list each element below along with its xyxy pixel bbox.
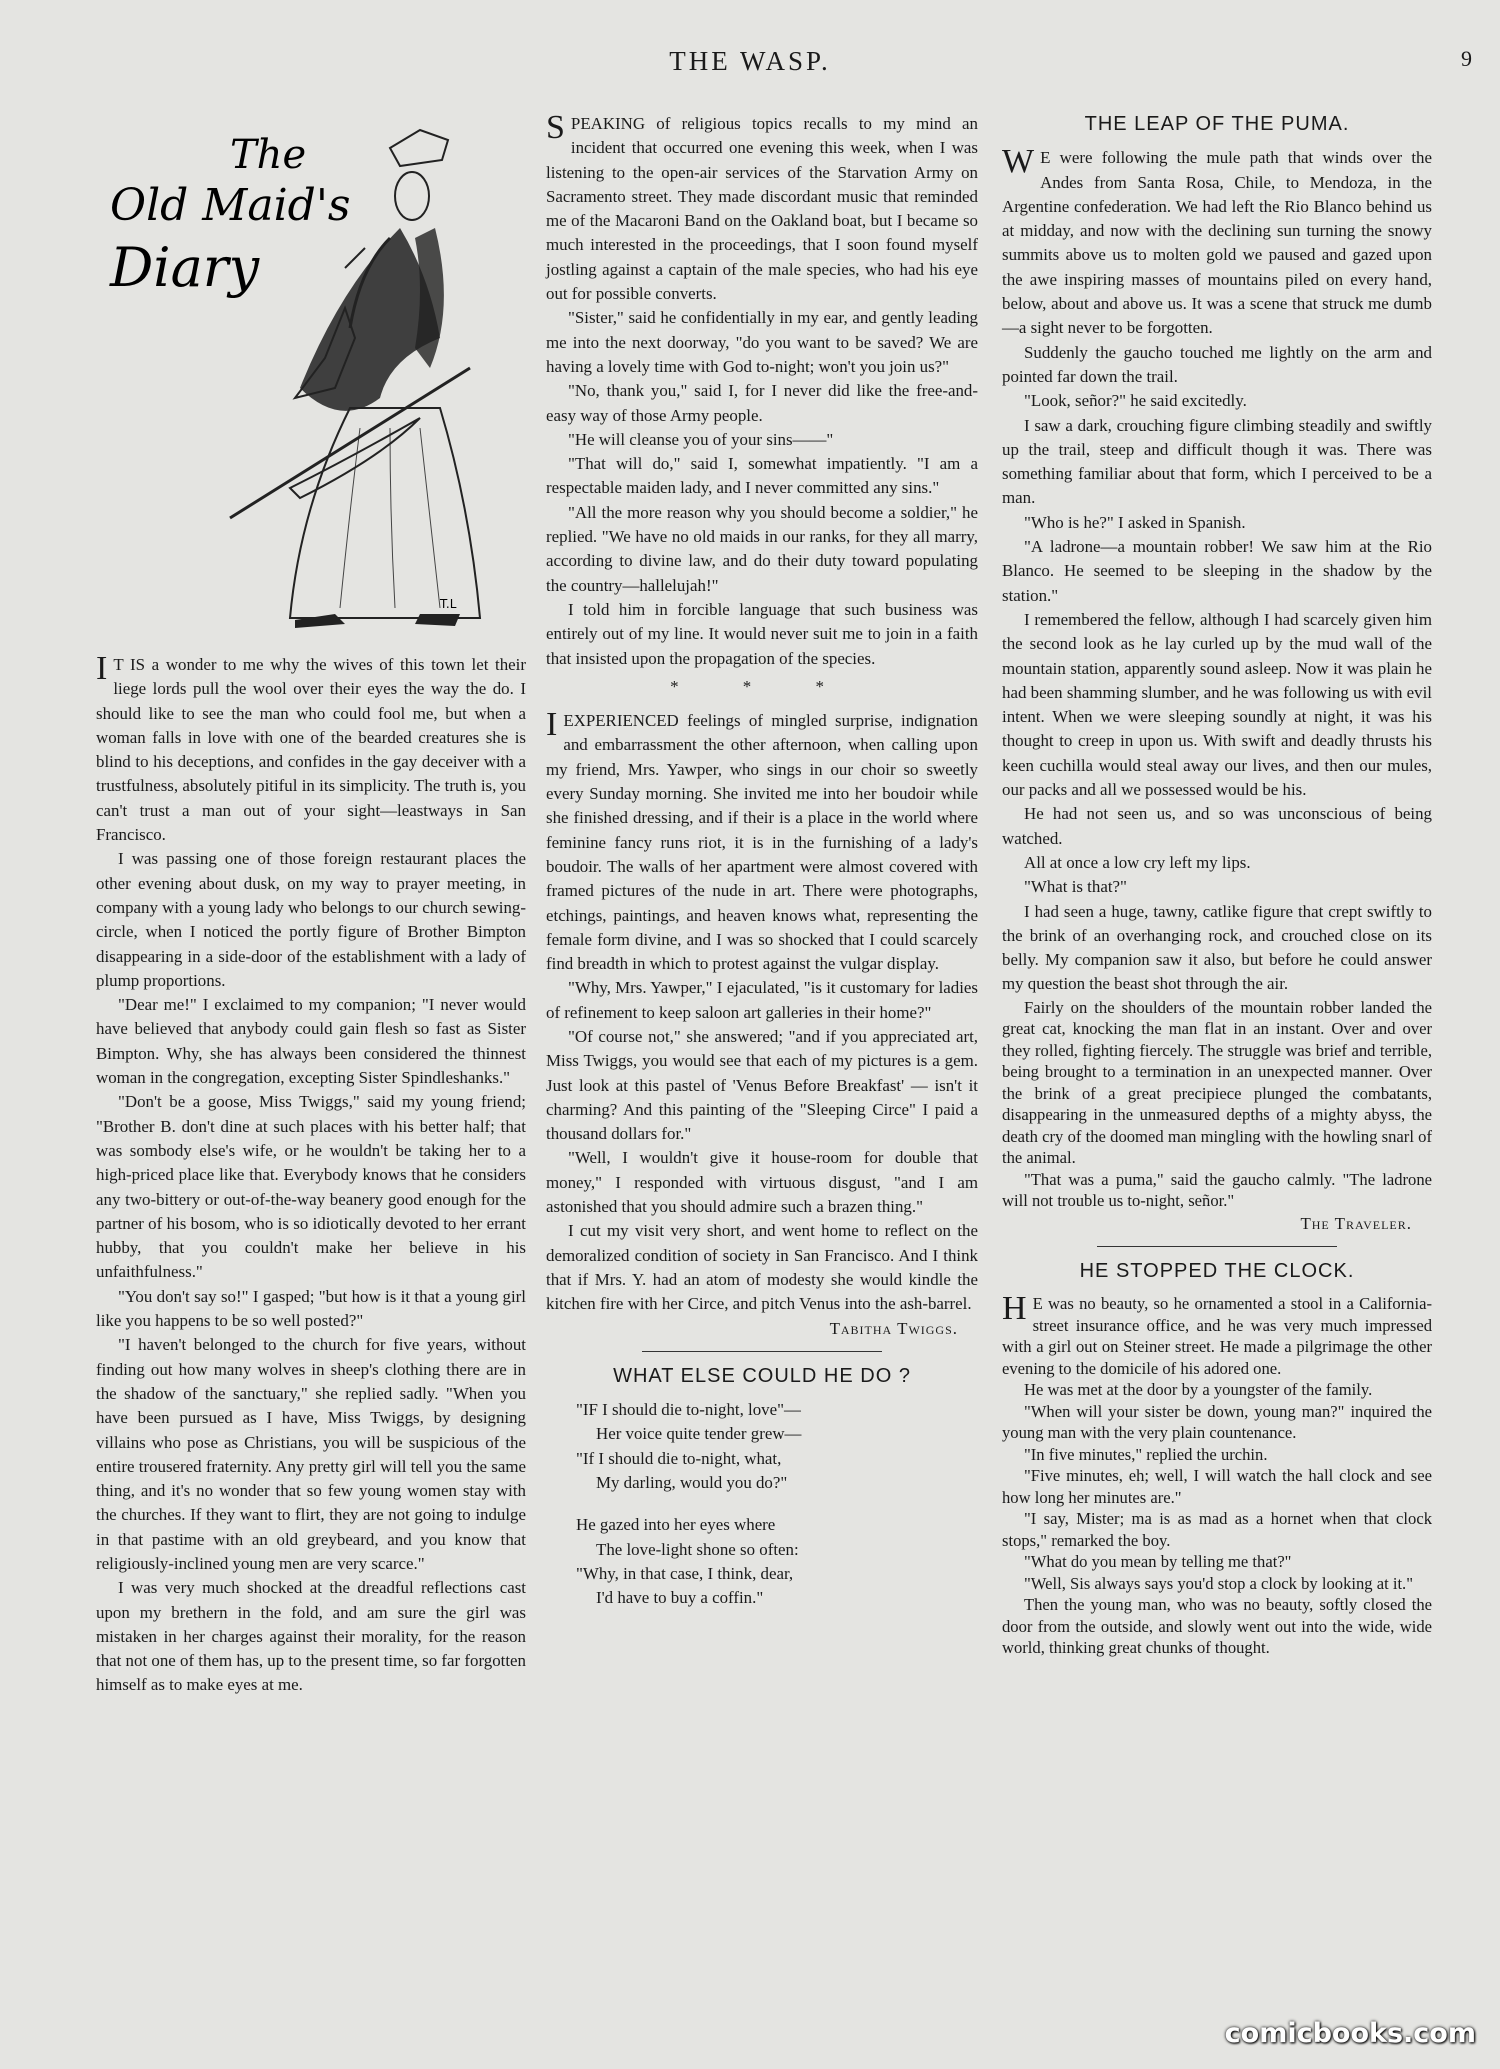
dropcap: S [546,109,565,146]
col1-paragraph: I was passing one of those foreign restaurant places the other evening about dusk, on my way to prayer meeting, in company with a young lady who belongs to our church sewing-circle, when I noticed the portly figure of Brother Bimpton disappearing in a side-door of the establishment with a lady of plump proportions. [96,849,526,990]
col3-paragraph: All at once a low cry left my lips. [1024,852,1251,872]
old-maid-illustration [90,108,520,648]
signature: The Traveler. [1300,1213,1412,1233]
col2-paragraph: "Well, I wouldn't give it house-room for double that money," I responded with virtuous disgust, "and I am astonished that you should admire such a brazen thing." [546,1148,978,1217]
col2-paragraph: SPEAKING of religious topics recalls to my mind an incident that occurred one evening this week, when I was listening to the open-air services of the Starvation Army on Sacramento street. They made discordant music that reminded me of the Macaroni Band on the Oakland boat, but I became so much interested in the proceedings, that I soon found myself jostling against a captain of the male species, who had his eye out for possible converts. [546,109,978,304]
col3-paragraph: "A ladrone—a mountain robber! We saw him at the Rio Blanco. He seemed to be sleeping in the shadow by the station." [1002,537,1432,605]
col3-paragraph: Then the young man, who was no beauty, softly closed the door from the outside, and slowly went out into the wide, wide world, thinking great chunks of thought. [1002,1595,1432,1658]
article-title: HE STOPPED THE CLOCK. [1079,1259,1355,1282]
poem-line: "IF I should die to-night, love"— [576,1400,801,1420]
col3-paragraph: W E were following the mule path that winds over the Andes from Santa Rosa, Chile, to Mendoza, in the Argentine confederation. We had left the Rio Blanco behind us at midday, and now with the declining sun turning the snowy summits above us to molten gold we paused and gazed upon the awe inspiring masses of mountains piled on every hand, below, about and above us. It was a scene that struck me dumb—a sight never to be forgotten. [1002,143,1432,338]
signature: Tabitha Twiggs. [829,1318,958,1338]
col3-paragraph: I had seen a huge, tawny, catlike figure that crept swiftly to the brink of an overhanging rock, and crouched close on its belly. My companion saw it also, but before he could answer my question the beast shot through the air. [1002,901,1432,994]
col3-paragraph: He was met at the door by a youngster of the family. [1024,1380,1373,1400]
col3-paragraph: "Who is he?" I asked in Spanish. [1024,512,1246,532]
col3-paragraph: "What is that?" [1024,877,1127,897]
col2-paragraph: "He will cleanse you of your sins——" [568,429,834,449]
col3-paragraph: "In five minutes," replied the urchin. [1024,1444,1268,1464]
col3-paragraph: Fairly on the shoulders of the mountain robber landed the great cat, knocking the man flat in an instant. Over and over they rolled, fighting fiercely. The struggle was brief and terrible, being brought to a termination in an unexpected manner. Over the brink of a great precipiece plunged the combatants, disappearing in the unmeasured depths of a mighty abyss, the death cry of the doomed man mingling with the howling snarl of the animal. [1002,997,1432,1168]
poem-line: "Why, in that case, I think, dear, [576,1563,794,1583]
dropcap: I [546,706,558,744]
col2-paragraph: I told him in forcible language that such business was entirely out of my line. It would never suit me to join in a faith that insisted upon the propagation of the species. [546,599,978,668]
divider [1097,1246,1337,1247]
col1-paragraph: "Don't be a goose, Miss Twiggs," said my young friend; "Brother B. don't dine at such places with his better half; that was sombody else's wife, or he wouldn't be taking her to a high-priced place like that. Everybody knows that he considers any two-bittery or out-of-the-way beanery good enough for the partner of his bosom, who is so idiotically devoted to her errant hubby, that you couldn't make her believe in his unfaithfulness." [96,1092,526,1282]
poem-title: WHAT ELSE COULD HE DO ? [613,1364,911,1387]
poem-line: My darling, would you do?" [596,1473,788,1493]
col3-paragraph: "Five minutes, eh; well, I will watch the hall clock and see how long her minutes are." [1002,1466,1432,1507]
col2-paragraph: "Sister," said he confidentially in my ear, and gently leading me into the next doorway, "do you want to be saved? We are having a lovely time with God to-night; won't you join us?" [546,308,978,376]
col3-paragraph: I remembered the fellow, although I had scarcely given him the second look as he lay curled up by the mud wall of the mountain station, apparently sound asleep. Now it was plain he had been shamming slumber, and he was following us with evil intent. When we were sleeping soundly at night, it was his thought to creep in upon us. With swift and deadly thrusts his keen cuchilla would steal away our lives, and then our mules, our packs and all we possessed would be his. [1002,609,1432,800]
col2-paragraph: I cut my visit very short, and went home to reflect on the demoralized condition of society in San Francisco. And I think that if Mrs. Y. had an atom of modesty she would kindle the kitchen fire with her Circe, and pitch Venus into the ash-barrel. [546,1221,978,1314]
watermark: comicbooks.com [1224,2018,1476,2049]
col3-paragraph: "I say, Mister; ma is as mad as a hornet when that clock stops," remarked the boy. [1002,1509,1432,1550]
poem-line: He gazed into her eyes where [576,1515,776,1535]
col1-paragraph: I was very much shocked at the dreadful reflections cast upon my brethern in the fold, and am sure the girl was mistaken in her charges against their morality, for the reason that not one of them has, up to the present time, so far forgotten himself as to make eyes at me. [96,1578,526,1695]
old-maid-drawing [90,108,520,648]
section-stars: * * * [670,676,854,696]
poem [576,1398,978,1610]
illustration-title-1: The [230,132,307,178]
column-1 [96,650,526,1698]
dropcap: I [96,650,108,687]
col2-paragraph: "Why, Mrs. Yawper," I ejaculated, "is it customary for ladies of refinement to keep saloon art galleries in their home?" [546,978,978,1022]
col3-paragraph: "Well, Sis always says you'd stop a clock by looking at it." [1024,1573,1413,1593]
column-3 [1002,112,1432,1659]
col3-paragraph: He had not seen us, and so was unconscious of being watched. [1002,804,1432,848]
illustration-title-2: Old Maid's [110,180,351,231]
col3-paragraph: H E was no beauty, so he ornamented a stool in a California-street insurance office, and he was very much impressed with a girl out on Steiner street. He made a pilgrimage the other evening to the domicile of his adored one. [1002,1290,1432,1378]
col3-paragraph: Suddenly the gaucho touched me lightly on the arm and pointed far down the trail. [1002,342,1432,386]
dropcap: H [1002,1290,1027,1328]
article-title: THE LEAP OF THE PUMA. [1084,113,1350,135]
divider [642,1351,882,1352]
col3-paragraph: "That was a puma," said the gaucho calmly. "The ladrone will not trouble us to-night, señor." [1002,1169,1432,1211]
poem-line: "If I should die to-night, what, [576,1448,782,1468]
illustration-title-3: Diary [110,236,260,299]
dropcap: W [1002,143,1035,181]
col2-paragraph: IEXPERIENCED feelings of mingled surprise, indignation and embarrassment the other afternoon, when calling upon my friend, Mrs. Yawper, who sings in our choir so sweetly every Sunday morning. She invited me into her boudoir while she finished dressing, and if their is a place in the world where feminine fancy runs riot, it is in the furnishing of a lady's boudoir. The walls of her apartment were almost covered with framed pictures of the nude in art. There were photographs, etchings, paintings, and heaven knows what, representing the female form divine, and I was so shocked that I could scarcely find breadth in which to protest against the vulgar display. [546,706,978,974]
illustration-signature: T.L [440,597,457,611]
col3-paragraph: "When will your sister be down, young man?" inquired the young man with the very plain countenance. [1002,1401,1432,1443]
col3-paragraph: "What do you mean by telling me that?" [1024,1552,1292,1572]
poem-line: Her voice quite tender grew— [596,1424,802,1444]
col1-paragraph: "Dear me!" I exclaimed to my companion; "I never would have believed that anybody could gain flesh so fast as Sister Bimpton. Why, she has always been considered the thinnest woman in the congregation, excepting Sister Spindleshanks." [96,995,526,1088]
col1-paragraph: "I haven't belonged to the church for five years, without finding out how many wolves in sheep's clothing there are in the shadow of the sanctuary," she replied sadly. "When you have been pursued as I have, Miss Twiggs, by designing villains who pose as Christians, you will be suspicious of the entire trousered fraternity. Any pretty girl will tell you the same thing, and it's no wonder that so few young women stay with the churches. If they want to flirt, they are not going to indulge in that pastime with an old greybeard, and you know that religiously-inclined young men are very scarce." [96,1335,526,1573]
col2-paragraph: "Of course not," she answered; "and if you appreciated art, Miss Twiggs, you would see that each of my pictures is a gem. Just look at this pastel of 'Venus Before Breakfast' — isn't it charming? And this painting of the "Sleeping Circe" I paid a thousand dollars for." [546,1026,978,1144]
col1-paragraph: I T IS a wonder to me why the wives of this town let their liege lords pull the wool over their eyes the way the do. I should like to see the man who could fool me, but when a woman falls in love with one of the bearded creatures she is blind to his deceptions, and confides in the gay deceiver with a trustfulness, absolutely pitiful in its simplicity. The truth is, you can't trust a man out of your sight—leastways in San Francisco. [96,650,526,845]
col1-paragraph: "You don't say so!" I gasped; "but how is it that a young girl like you happens to be so well posted?" [96,1286,526,1331]
poem-line: The love-light shone so often: [596,1539,799,1559]
col2-paragraph: "All the more reason why you should become a soldier," he replied. "We have no old maids in our ranks, for they all marry, according to divine law, and do their duty toward populating the country—hallelujah!" [546,502,978,595]
col3-paragraph: I saw a dark, crouching figure climbing steadily and swiftly up the trail, steep and difficult though it was. There was something familiar about that form, which I perceived to be a man. [1002,415,1432,508]
masthead: THE WASP. [669,46,831,76]
col3-paragraph: "Look, señor?" he said excitedly. [1024,391,1247,411]
col2-paragraph: "No, thank you," said I, for I never did like the free-and-easy way of those Army people. [546,381,978,425]
poem-line: I'd have to buy a coffin." [596,1588,764,1608]
column-2 [546,109,978,1611]
col2-paragraph: "That will do," said I, somewhat impatiently. "I am a respectable maiden lady, and I never committed any sins." [546,454,978,498]
page-number: 9 [1461,46,1472,71]
